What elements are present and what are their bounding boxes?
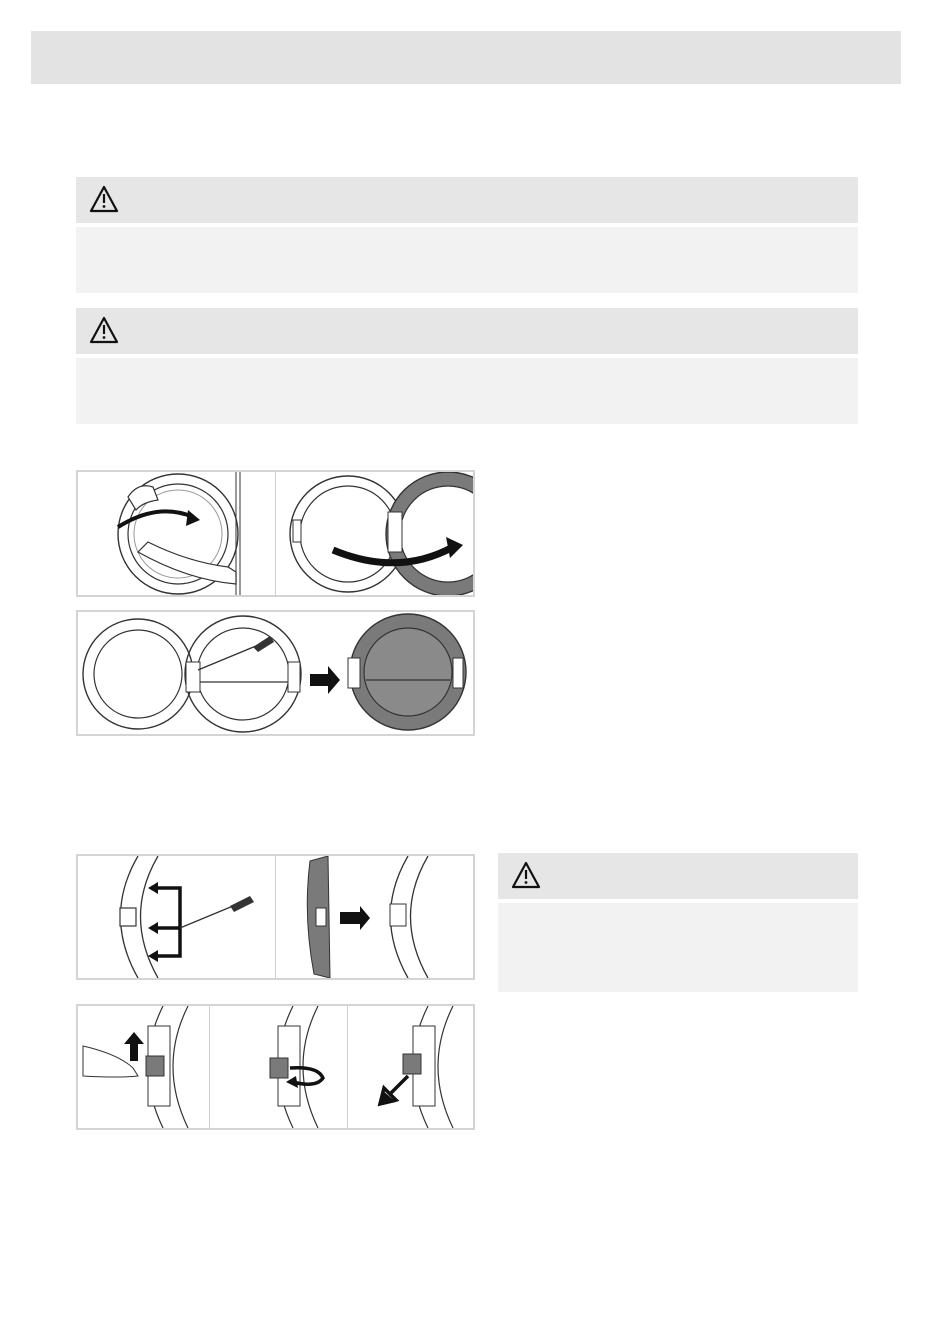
warning-triangle-icon — [89, 316, 119, 344]
figure-door-open — [76, 470, 475, 597]
warning-header-3 — [498, 853, 858, 899]
door-open-illustration — [78, 472, 473, 595]
warning-header-2 — [76, 308, 858, 354]
lock-removal-illustration — [78, 1006, 473, 1128]
warning-body-3 — [498, 903, 858, 992]
hinge-removal-illustration — [78, 612, 473, 734]
figure-latch-cover — [76, 854, 475, 980]
latch-cover-illustration — [78, 856, 473, 978]
page-header-bar — [31, 31, 901, 84]
warning-body-1 — [76, 227, 858, 293]
figure-hinge-removal — [76, 610, 475, 736]
warning-triangle-icon — [511, 861, 541, 889]
figure-lock-removal — [76, 1004, 475, 1130]
warning-header-1 — [76, 177, 858, 223]
warning-body-2 — [76, 358, 858, 424]
warning-triangle-icon — [89, 185, 119, 213]
